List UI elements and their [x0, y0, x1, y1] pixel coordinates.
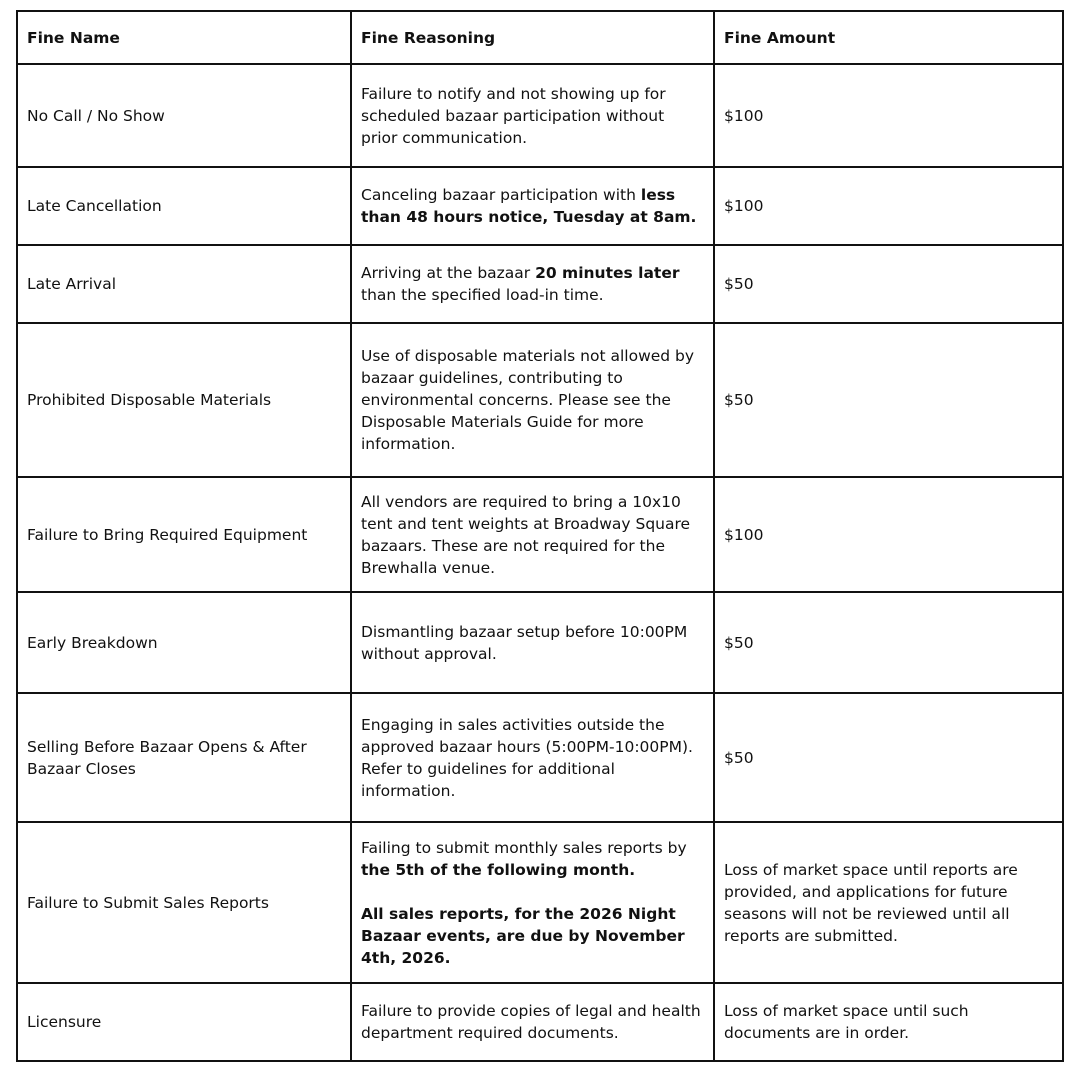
fine-reasoning: Canceling bazaar participation with less than 48 hours notice, Tuesday at 8am. — [351, 167, 714, 245]
table-row — [17, 245, 1063, 323]
header-fine-name: Fine Name — [17, 11, 351, 64]
table-row — [17, 477, 1063, 592]
fine-reasoning: All vendors are required to bring a 10x10 tent and tent weights at Broadway Square bazaars. These are not required for the Brewhalla venue. — [351, 477, 714, 592]
fine-reasoning: Failing to submit monthly sales reports by the 5th of the following month. All sales reports, for the 2026 Night Bazaar events, are due by November 4th, 2026. — [351, 822, 714, 983]
fine-amount: Loss of market space until such documents are in order. — [714, 983, 1063, 1061]
fine-reasoning: Engaging in sales activities outside the approved bazaar hours (5:00PM-10:00PM). Refer to guidelines for additional information. — [351, 693, 714, 822]
fine-reasoning: Use of disposable materials not allowed by bazaar guidelines, contributing to environmental concerns. Please see the Disposable Materials Guide for more information. — [351, 323, 714, 477]
fine-name: Early Breakdown — [17, 592, 351, 693]
table-row — [17, 167, 1063, 245]
fine-reasoning: Arriving at the bazaar 20 minutes later than the specified load-in time. — [351, 245, 714, 323]
fine-amount: $100 — [714, 167, 1063, 245]
header-fine-reasoning: Fine Reasoning — [351, 11, 714, 64]
fine-amount: Loss of market space until reports are provided, and applications for future seasons will not be reviewed until all reports are submitted. — [714, 822, 1063, 983]
fine-name: Licensure — [17, 983, 351, 1061]
fine-reasoning: Failure to notify and not showing up for scheduled bazaar participation without prior communication. — [351, 64, 714, 167]
fine-name: No Call / No Show — [17, 64, 351, 167]
fine-reasoning: Dismantling bazaar setup before 10:00PM without approval. — [351, 592, 714, 693]
fine-amount: $50 — [714, 693, 1063, 822]
fine-amount: $100 — [714, 477, 1063, 592]
fine-name: Failure to Submit Sales Reports — [17, 822, 351, 983]
fines-table — [16, 10, 1064, 1062]
fine-amount: $100 — [714, 64, 1063, 167]
table-row — [17, 323, 1063, 477]
table-row — [17, 822, 1063, 983]
fine-name: Prohibited Disposable Materials — [17, 323, 351, 477]
table-row — [17, 693, 1063, 822]
fine-amount: $50 — [714, 245, 1063, 323]
table-header-row — [17, 11, 1063, 64]
fine-name: Late Arrival — [17, 245, 351, 323]
fine-amount: $50 — [714, 323, 1063, 477]
fine-name: Late Cancellation — [17, 167, 351, 245]
fine-reasoning: Failure to provide copies of legal and health department required documents. — [351, 983, 714, 1061]
fine-name: Selling Before Bazaar Opens & After Bazaar Closes — [17, 693, 351, 822]
fine-amount: $50 — [714, 592, 1063, 693]
table-row — [17, 64, 1063, 167]
header-fine-amount: Fine Amount — [714, 11, 1063, 64]
table-row — [17, 983, 1063, 1061]
fine-name: Failure to Bring Required Equipment — [17, 477, 351, 592]
table-row — [17, 592, 1063, 693]
